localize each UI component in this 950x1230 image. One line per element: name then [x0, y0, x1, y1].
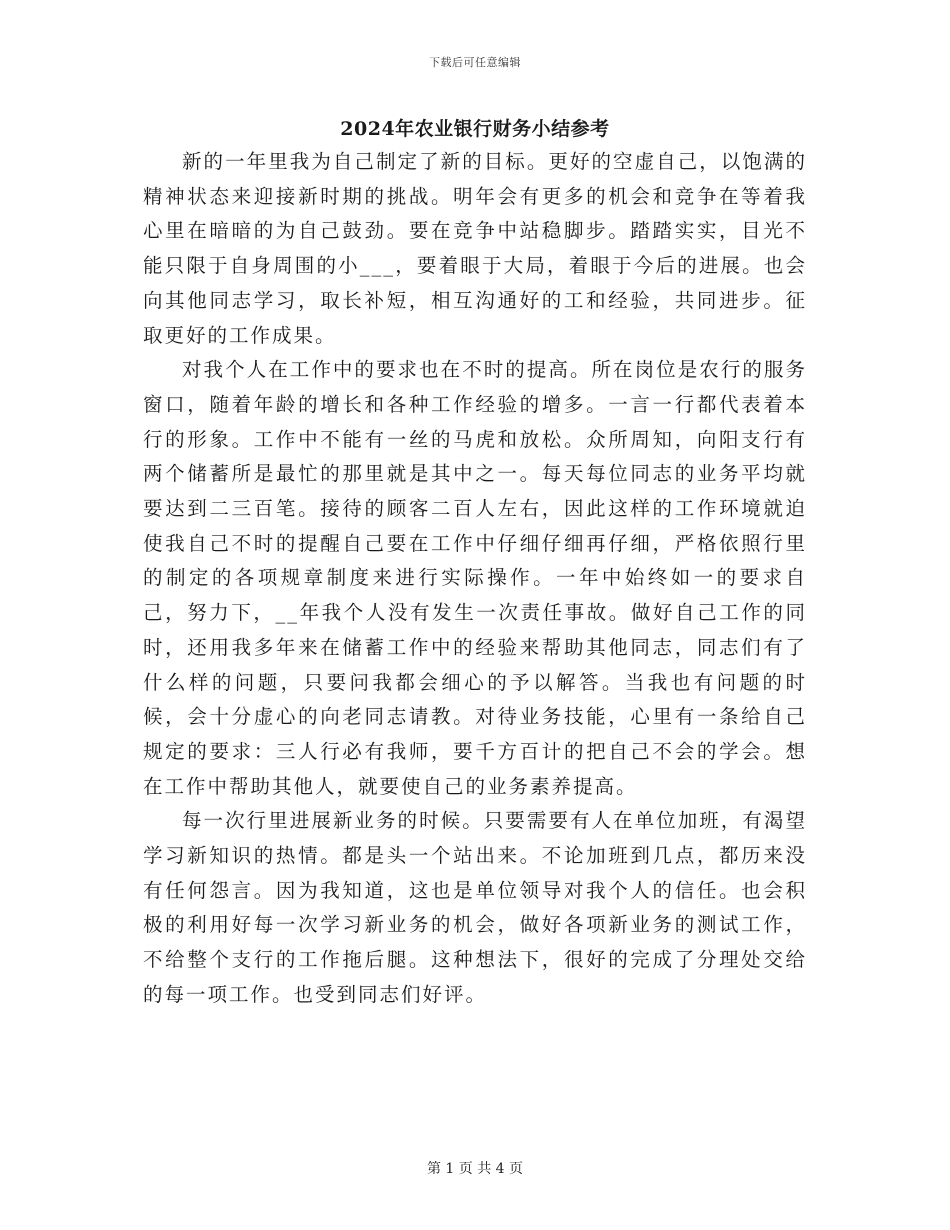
document-body	[143, 145, 807, 1013]
paragraph: 每一次行里进展新业务的时候。只要需要有人在单位加班，有渴望学习新知识的热情。都是头一个站出来。不论加班到几点，都历来没有任何怨言。因为我知道，这也是单位领导对我个人的信任。也会积极的利用好每一次学习新业务的机会，做好各项新业务的测试工作，不给整个支行的工作拖后腿。这种想法下，很好的完成了分理处交给的每一项工作。也受到同志们好评。	[143, 809, 807, 1006]
paragraph: 新的一年里我为自己制定了新的目标。更好的空虚自己，以饱满的精神状态来迎接新时期的挑战。明年会有更多的机会和竞争在等着我心里在暗暗的为自己鼓劲。要在竞争中站稳脚步。踏踏实实，目光不能只限于自身周围的小___，要着眼于大局，着眼于今后的进展。也会向其他同志学习，取长补短，相互沟通好的工和经验，共同进步。征取更好的工作成果。	[143, 150, 807, 347]
page-number: 第 1 页 共 4 页	[426, 1161, 524, 1177]
header-note: 下载后可任意编辑	[429, 56, 521, 69]
paragraph: 对我个人在工作中的要求也在不时的提高。所在岗位是农行的服务窗口，随着年龄的增长和各种工作经验的增多。一言一行都代表着本行的形象。工作中不能有一丝的马虎和放松。众所周知，向阳支行有两个储蓄所是最忙的那里就是其中之一。每天每位同志的业务平均就要达到二三百笔。接待的顾客二百人左右，因此这样的工作环境就迫使我自己不时的提醒自己要在工作中仔细仔细再仔细，严格依照行里的制定的各项规章制度来进行实际操作。一年中始终如一的要求自己，努力下，__年我个人没有发生一次责任事故。做好自己工作的同时，还用我多年来在储蓄工作中的经验来帮助其他同志，同志们有了什么样的问题，只要问我都会细心的予以解答。当我也有问题的时候，会十分虚心的向老同志请教。对待业务技能，心里有一条给自己规定的要求：三人行必有我师，要千方百计的把自己不会的学会。想在工作中帮助其他人，就要使自己的业务素养提高。	[143, 358, 807, 798]
document-title: 2024年农业银行财务小结参考	[340, 118, 610, 140]
